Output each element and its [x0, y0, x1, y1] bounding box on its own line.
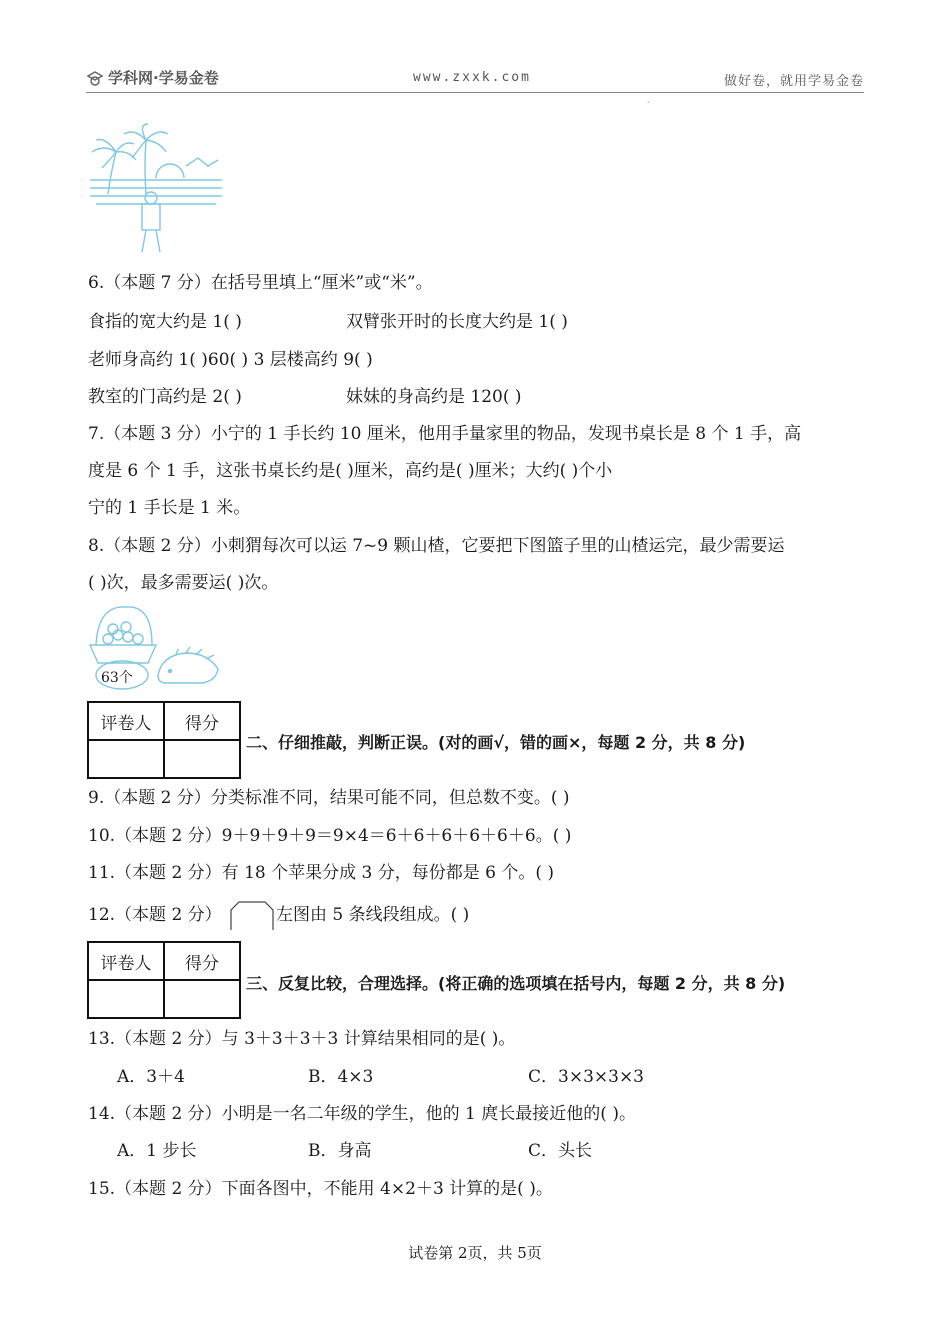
q8-line1: 8.（本题 2 分）小刺猬每次可以运 7~9 颗山楂，它要把下图篮子里的山楂运完，最少需要运	[88, 536, 785, 556]
header-slogan: 做好卷，就用学易金卷	[723, 74, 864, 89]
q7-line3: 宁的 1 手长是 1 米。	[88, 498, 251, 518]
page-footer: 试卷第 2页，共 5页	[408, 1244, 542, 1262]
basket-label: 63个	[101, 670, 133, 686]
q12-suffix: 左图由 5 条线段组成。( )	[276, 905, 470, 925]
q14-stem: 14.（本题 2 分）小明是一名二年级的学生，他的 1 庹长最接近他的( )。	[88, 1104, 636, 1124]
stray-dot: ·	[647, 98, 650, 107]
score-header: 得分	[164, 942, 240, 980]
score-header: 得分	[164, 702, 240, 740]
q12-prefix: 12.（本题 2 分）	[88, 905, 222, 925]
section3-title: 三、反复比较，合理选择。(将正确的选项填在括号内，每题 2 分，共 8 分)	[246, 974, 786, 993]
q11: 11.（本题 2 分）有 18 个苹果分成 3 分，每份都是 6 个。( )	[88, 863, 555, 883]
q9: 9.（本题 2 分）分类标准不同，结果可能不同，但总数不变。( )	[88, 788, 570, 808]
grader-header: 评卷人	[88, 942, 164, 980]
pentagon-shape-icon	[229, 900, 275, 932]
q6-line1b: 双臂张开时的长度大约是 1( )	[346, 312, 568, 332]
q13-option-c: C．3×3×3×3	[528, 1067, 645, 1087]
q14-option-c: C．头长	[528, 1141, 593, 1161]
q13-option-b: B．4×3	[308, 1067, 374, 1087]
header-divider	[86, 92, 864, 93]
section3-score-table	[87, 941, 241, 1019]
q14-option-b: B．身高	[308, 1141, 372, 1161]
q7-line1: 7.（本题 3 分）小宁的 1 手长约 10 厘米，他用手量家里的物品，发现书桌长是 8 个 1 手，高	[88, 424, 802, 444]
section2-score-table	[87, 701, 241, 779]
logo-text: 学科网·学易金卷	[108, 69, 219, 87]
score-cell[interactable]	[164, 740, 240, 778]
q6-line3a: 教室的门高约是 2( )	[88, 387, 242, 407]
q8-line2: ( )次，最多需要运( )次。	[88, 573, 279, 593]
q14-option-a: A．1 步长	[117, 1141, 197, 1161]
q6-line3b: 妹妹的身高约是 120( )	[346, 387, 522, 407]
q13-stem: 13.（本题 2 分）与 3＋3＋3＋3 计算结果相同的是( )。	[88, 1029, 516, 1049]
grader-header: 评卷人	[88, 702, 164, 740]
q10: 10.（本题 2 分）9＋9＋9＋9＝9×4＝6＋6＋6＋6＋6＋6。( )	[88, 826, 572, 846]
section2-title: 二、仔细推敲，判断正误。(对的画√，错的画×，每题 2 分，共 8 分)	[246, 733, 746, 752]
header-logo	[86, 67, 219, 88]
q13-option-a: A．3＋4	[117, 1067, 185, 1087]
logo-icon	[86, 70, 104, 86]
q6-line1a: 食指的宽大约是 1( )	[88, 312, 242, 332]
q6-title: 6.（本题 7 分）在括号里填上“厘米”或“米”。	[88, 273, 433, 293]
score-cell[interactable]	[164, 980, 240, 1018]
grader-cell[interactable]	[88, 980, 164, 1018]
q15: 15.（本题 2 分）下面各图中，不能用 4×2＋3 计算的是( )。	[88, 1179, 553, 1199]
q7-line2: 度是 6 个 1 手，这张书桌长约是( )厘米，高约是( )厘米；大约( )个小	[88, 461, 613, 481]
grader-cell[interactable]	[88, 740, 164, 778]
beach-illustration	[86, 122, 226, 257]
q6-line2: 老师身高约 1( )60( ) 3 层楼高约 9( )	[88, 350, 373, 370]
header-url: www.zxxk.com	[413, 70, 531, 85]
